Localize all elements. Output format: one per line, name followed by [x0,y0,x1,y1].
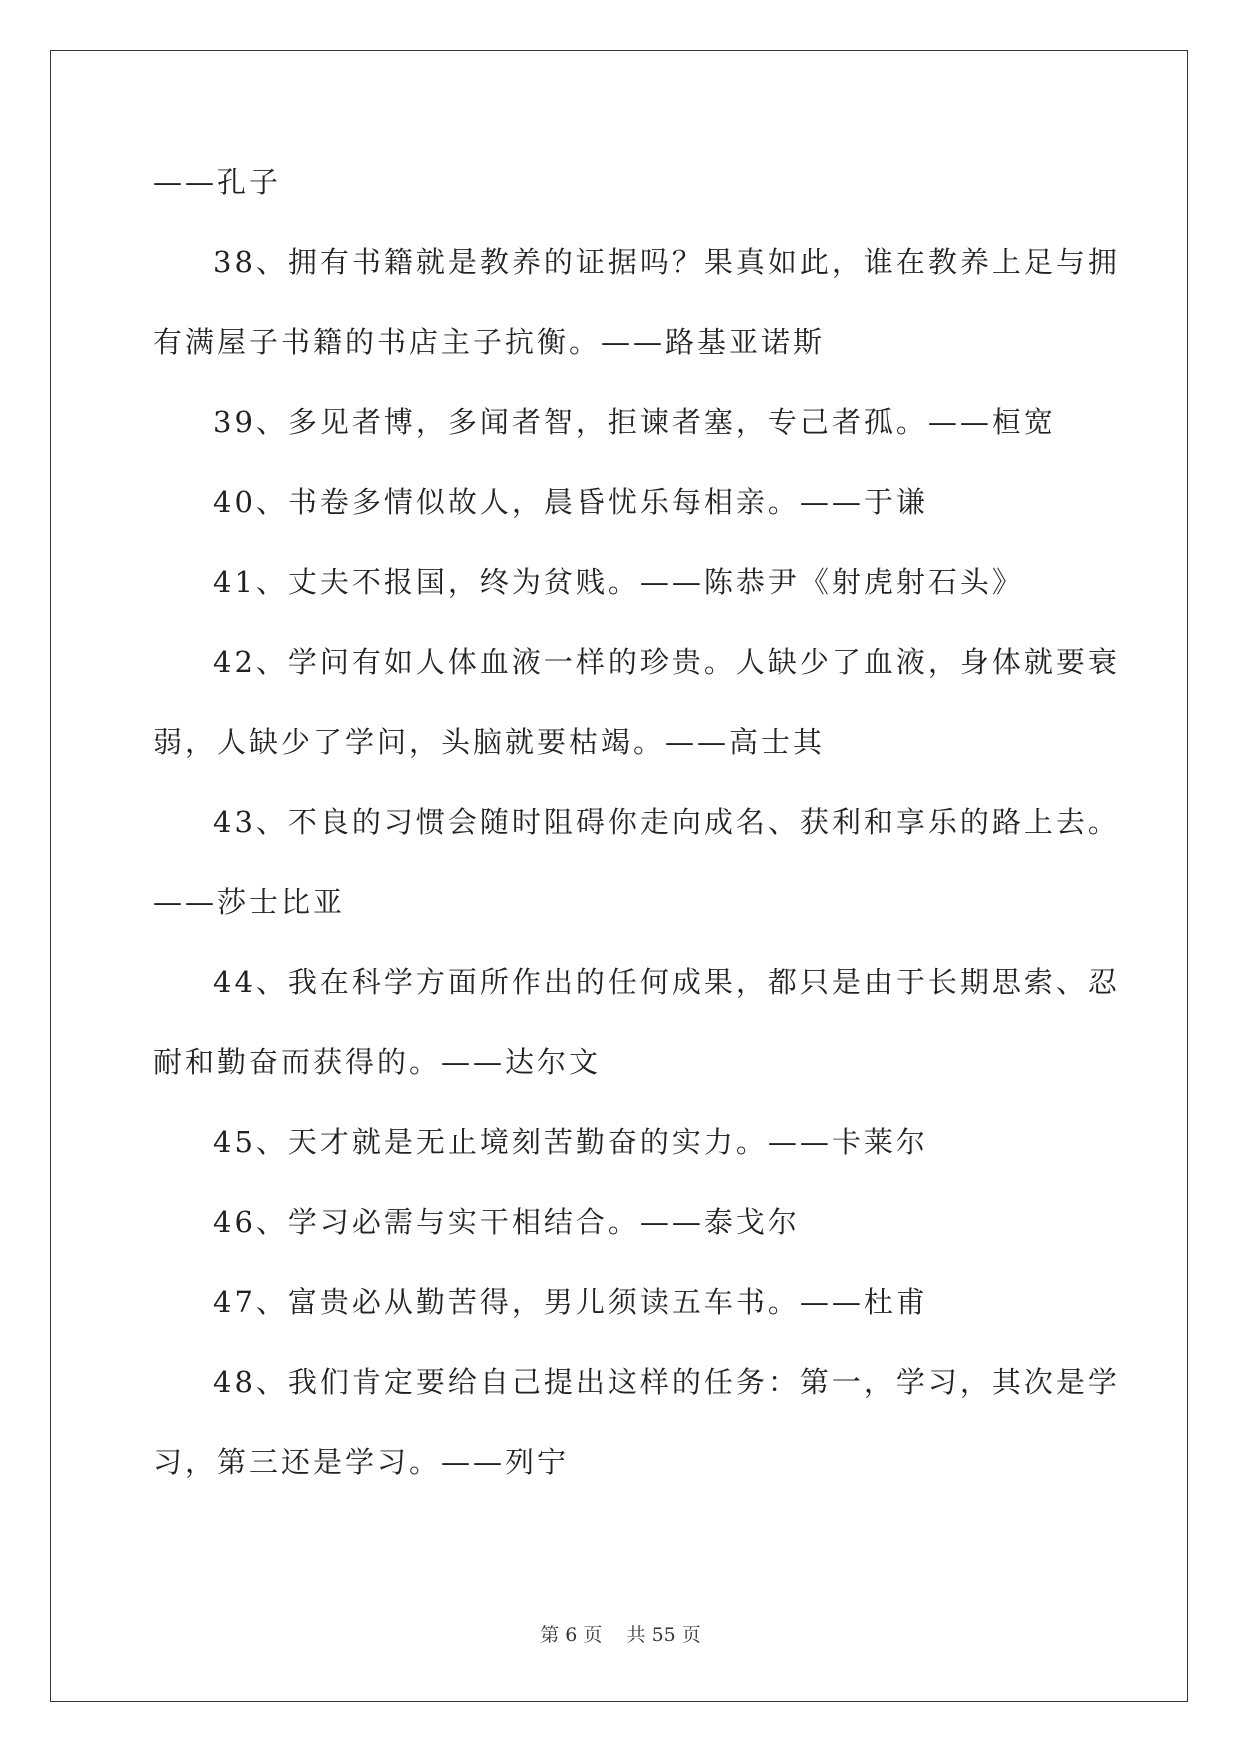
quote-48-line-1: 48、我们肯定要给自己提出这样的任务：第一，学习，其次是学 [213,1365,1120,1399]
quote-42-line-1: 42、学问有如人体血液一样的珍贵。人缺少了血液，身体就要衰 [213,645,1120,679]
quote-44-line-2: 耐和勤奋而获得的。——达尔文 [153,1045,602,1079]
page-number: 第 6 页 [540,1624,603,1646]
page-total: 共 55 页 [626,1624,701,1646]
page-footer [0,1620,1241,1647]
quote-47: 47、富贵必从勤苦得，男儿须读五车书。——杜甫 [213,1285,928,1319]
quote-38-line-1: 38、拥有书籍就是教养的证据吗？果真如此，谁在教养上足与拥 [213,245,1120,279]
quote-48-line-2: 习，第三还是学习。——列宁 [153,1445,570,1479]
document-body [153,162,1120,1483]
quote-44-line-1: 44、我在科学方面所作出的任何成果，都只是由于长期思索、忍 [213,965,1120,999]
quote-43-line-1: 43、不良的习惯会随时阻碍你走向成名、获利和享乐的路上去。 [213,805,1120,839]
quote-40: 40、书卷多情似故人，晨昏忧乐每相亲。——于谦 [213,485,928,519]
quote-45: 45、天才就是无止境刻苦勤奋的实力。——卡莱尔 [213,1125,928,1159]
quote-39: 39、多见者博，多闻者智，拒谏者塞，专己者孤。——桓宽 [213,405,1056,439]
quote-38-line-2: 有满屋子书籍的书店主子抗衡。——路基亚诺斯 [153,325,826,359]
quote-41: 41、丈夫不报国，终为贫贱。——陈恭尹《射虎射石头》 [213,565,1024,599]
quote-attribution-line: ——孔子 [153,165,282,199]
quote-43-line-2: ——莎士比亚 [153,885,346,919]
quote-46: 46、学习必需与实干相结合。——泰戈尔 [213,1205,800,1239]
quote-42-line-2: 弱，人缺少了学问，头脑就要枯竭。——高士其 [153,725,826,759]
